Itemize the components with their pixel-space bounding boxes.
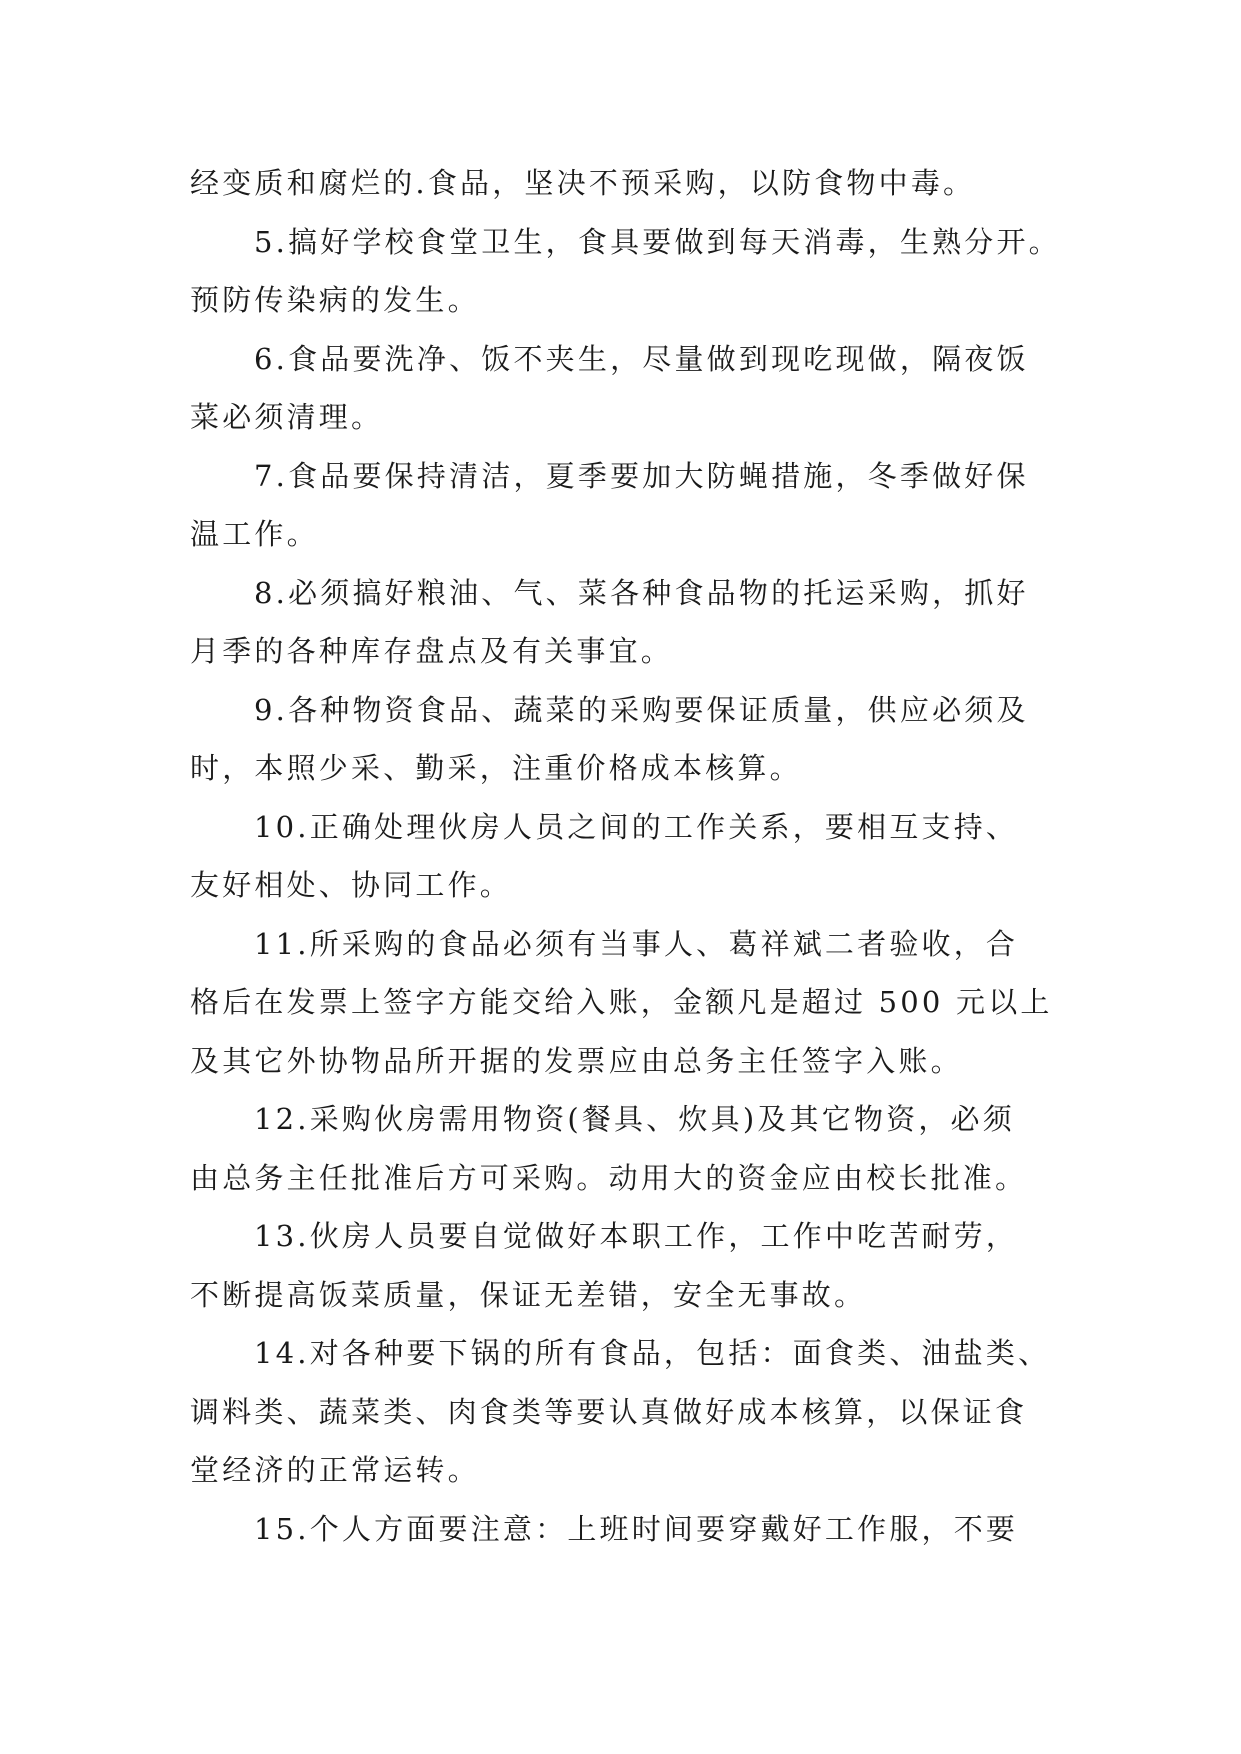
text-line: 14.对各种要下锅的所有食品，包括：面食类、油盐类、 <box>254 1336 1051 1370</box>
text-line: 由总务主任批准后方可采购。动用大的资金应由校长批准。 <box>190 1160 1028 1195</box>
text-line: 菜必须清理。 <box>190 400 384 434</box>
text-line: 8.必须搞好粮油、气、菜各种食品物的托运采购，抓好 <box>254 575 1029 610</box>
text-line: 12.采购伙房需用物资(餐具、炊具)及其它物资，必须 <box>254 1102 1015 1136</box>
text-line: 温工作。 <box>190 517 319 551</box>
text-line: 格后在发票上签字方能交给入账，金额凡是超过 500 元以上 <box>190 985 1053 1019</box>
paragraph-item-15 <box>190 1500 1060 1559</box>
text-line: 15.个人方面要注意：上班时间要穿戴好工作服，不要 <box>254 1511 1019 1546</box>
paragraph-item-14 <box>190 1324 1060 1500</box>
paragraph-item-8 <box>190 564 1060 681</box>
paragraph-item-13 <box>190 1207 1060 1324</box>
text-line: 堂经济的正常运转。 <box>190 1453 480 1487</box>
text-line: 月季的各种库存盘点及有关事宜。 <box>190 634 674 668</box>
text-line: 9.各种物资食品、蔬菜的采购要保证质量，供应必须及 <box>254 692 1029 727</box>
text-line: 预防传染病的发生。 <box>190 283 480 317</box>
text-line: 7.食品要保持清洁，夏季要加大防蝇措施，冬季做好保 <box>254 458 1029 493</box>
text-line: 调料类、蔬菜类、肉食类等要认真做好成本核算，以保证食 <box>190 1394 1028 1429</box>
paragraph-item-11 <box>190 915 1060 1091</box>
text-line: 10.正确处理伙房人员之间的工作关系，要相互支持、 <box>254 809 1019 844</box>
text-line: 11.所采购的食品必须有当事人、葛祥斌二者验收，合 <box>254 926 1019 961</box>
paragraph-item-7 <box>190 447 1060 564</box>
text-line: 6.食品要洗净、饭不夹生，尽量做到现吃现做，隔夜饭 <box>254 341 1029 376</box>
paragraph <box>190 154 1060 213</box>
document-body <box>190 154 1060 1558</box>
paragraph-item-12 <box>190 1090 1060 1207</box>
paragraph-item-9 <box>190 681 1060 798</box>
paragraph-item-5 <box>190 213 1060 330</box>
text-line: 时，本照少采、勤采，注重价格成本核算。 <box>190 751 802 785</box>
text-line: 友好相处、协同工作。 <box>190 868 513 902</box>
text-line: 13.伙房人员要自觉做好本职工作，工作中吃苦耐劳， <box>254 1219 1019 1253</box>
text-line: 5.搞好学校食堂卫生，食具要做到每天消毒，生熟分开。 <box>254 224 1061 259</box>
text-line: 不断提高饭菜质量，保证无差错，安全无事故。 <box>190 1277 867 1312</box>
text-line: 及其它外协物品所开据的发票应由总务主任签字入账。 <box>190 1043 963 1078</box>
paragraph-item-6 <box>190 330 1060 447</box>
paragraph-item-10 <box>190 798 1060 915</box>
text-line: 经变质和腐烂的.食品，坚决不预采购，以防食物中毒。 <box>190 166 976 200</box>
